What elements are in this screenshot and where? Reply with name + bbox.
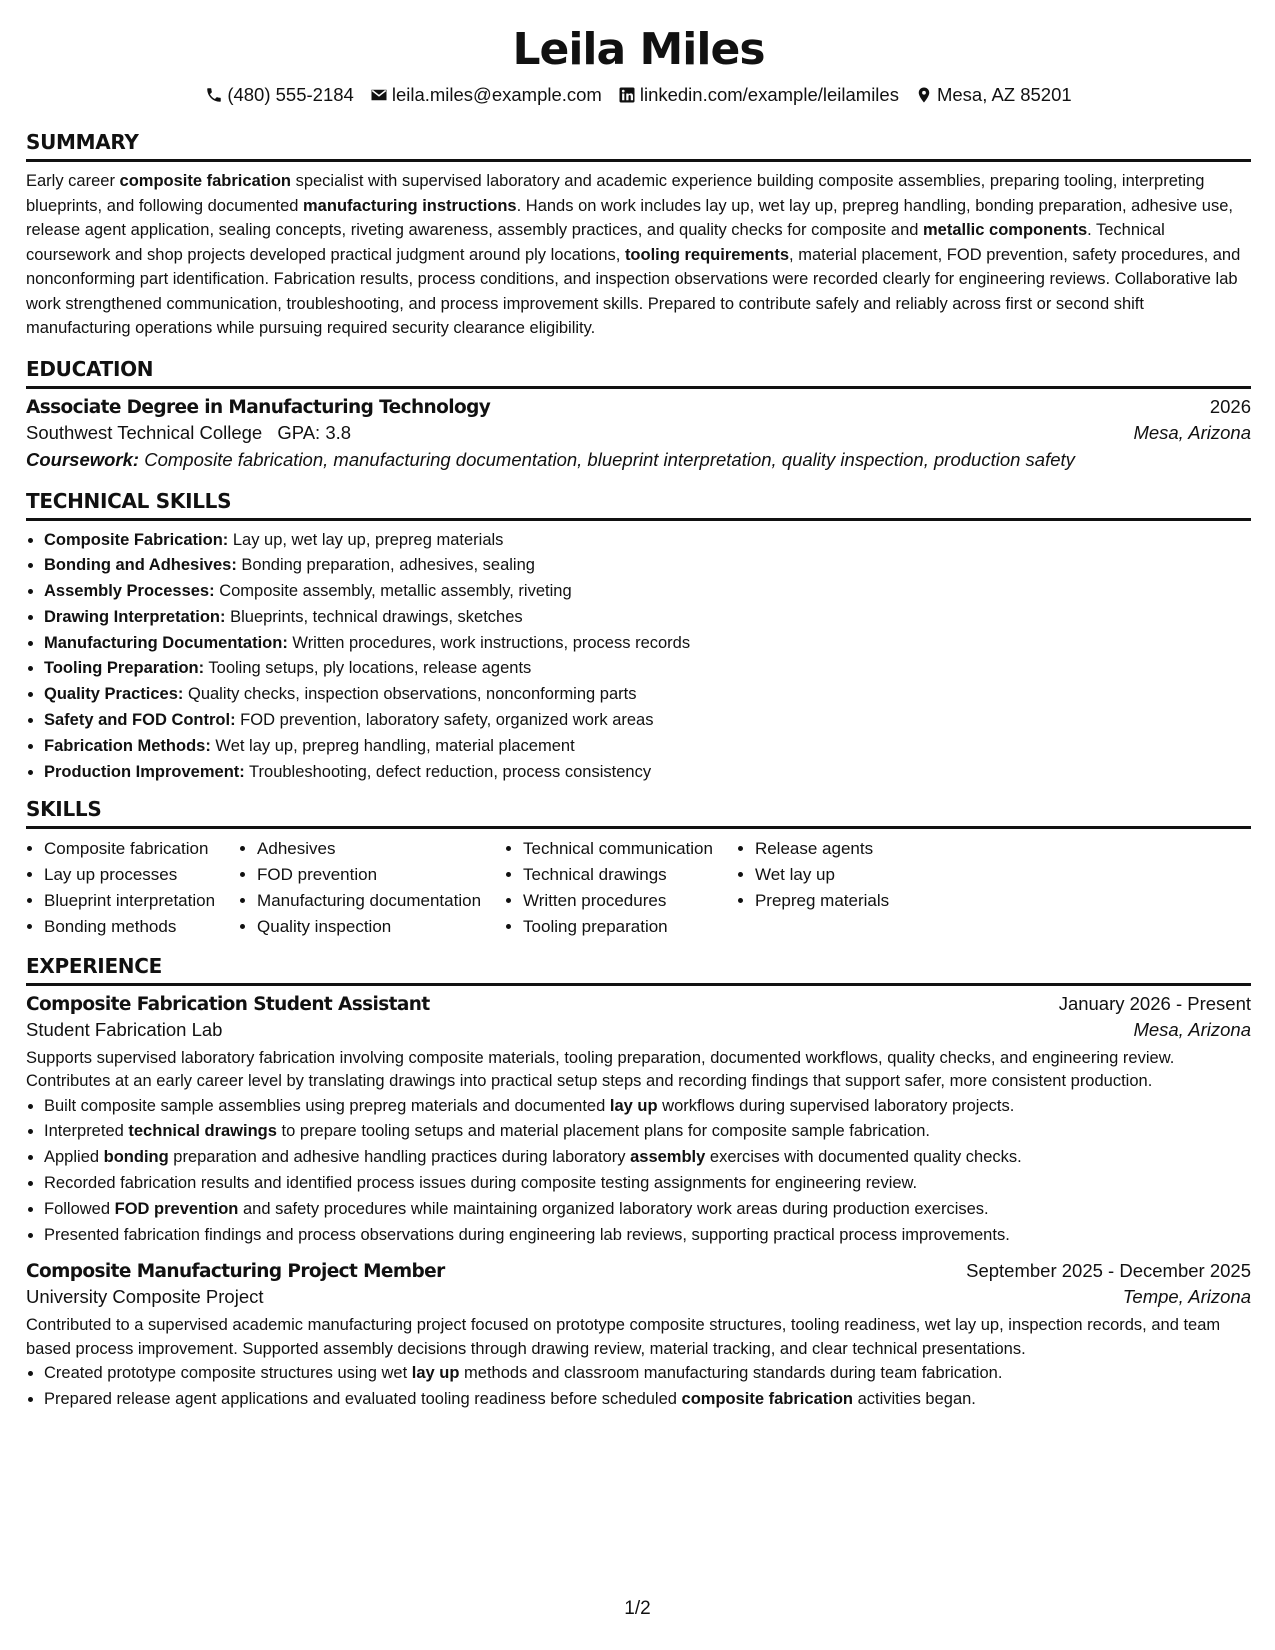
skill-category: Quality Practices: xyxy=(44,685,184,704)
skill-details: FOD prevention, laboratory safety, organized work areas xyxy=(235,711,654,730)
gpa: GPA: 3.8 xyxy=(277,421,352,443)
skill-item: • Composite fabrication xyxy=(44,836,215,862)
job-bullets xyxy=(26,1361,1251,1413)
section-title-technical-skills: TECHNICAL SKILLS xyxy=(26,489,1251,521)
text-run: Applied xyxy=(44,1148,104,1167)
coursework-list: Composite fabrication, manufacturing documentation, blueprint interpretation, quality inspection, production safety xyxy=(139,448,1075,470)
job-title: Composite Fabrication Student Assistant xyxy=(26,993,430,1015)
technical-skills-section xyxy=(26,489,1251,786)
skills-column xyxy=(239,836,481,939)
contact-location xyxy=(915,84,1072,106)
text-run: Presented fabrication findings and process observations during engineering lab reviews, supporting practical process improvements. xyxy=(44,1225,1010,1244)
text-run: Early career xyxy=(26,172,120,190)
degree-title: Associate Degree in Manufacturing Technology xyxy=(26,396,491,418)
coursework-label: Coursework: xyxy=(26,448,140,470)
skill-item: • Tooling preparation xyxy=(523,914,713,940)
skill-item: • Bonding methods xyxy=(44,914,215,940)
emphasis-text: composite fabrication xyxy=(119,172,291,190)
experience-section xyxy=(26,954,1251,1413)
job-location: Tempe, Arizona xyxy=(1122,1286,1251,1308)
school-location: Mesa, Arizona xyxy=(1133,421,1251,443)
job-bullets xyxy=(26,1094,1251,1249)
skill-item: • FOD prevention xyxy=(257,862,481,888)
school-name: Southwest Technical College xyxy=(26,421,263,443)
text-run: , material placement, FOD prevention, safety procedures, and nonconforming part identification. Fabrication results, process conditions, and inspection observations were recorded clearly for engineering reviews. Collaborative lab work strengthened communication, troubleshooting, and process improvement skills. Prepared to contribute safely and reliably across first or second shift manufacturing operations while pursuing required security clearance eligibility. xyxy=(26,245,1241,337)
skill-category: Fabrication Methods: xyxy=(44,736,211,755)
job-bullet xyxy=(44,1223,1251,1249)
text-run: . Hands on work includes lay up, wet lay up, prepreg handling, bonding preparation, adhesive use, release agent application, sealing concepts, riveting awareness, assembly practices, and quality checks for composite and xyxy=(26,196,1233,239)
email-text: leila.miles@example.com xyxy=(391,84,602,105)
technical-skill-item xyxy=(44,682,1251,708)
emphasis-text: lay up xyxy=(609,1096,658,1115)
summary-text xyxy=(26,169,1251,341)
emphasis-text: composite fabrication xyxy=(681,1390,853,1409)
skill-details: Composite assembly, metallic assembly, riveting xyxy=(214,582,572,601)
jobs-list xyxy=(26,993,1251,1413)
text-run: to prepare tooling setups and material placement plans for composite sample fabrication. xyxy=(276,1122,930,1141)
skill-details: Quality checks, inspection observations, nonconforming parts xyxy=(183,685,637,704)
skill-details: Bonding preparation, adhesives, sealing xyxy=(236,556,535,575)
emphasis-text: manufacturing instructions xyxy=(303,196,517,215)
text-run: and safety procedures while maintaining organized laboratory work areas during production exercises. xyxy=(238,1199,989,1218)
text-run: Recorded fabrication results and identified process issues during composite testing assignments for engineering review. xyxy=(44,1174,918,1193)
skill-item: • Technical communication xyxy=(523,836,713,862)
emphasis-text: FOD prevention xyxy=(114,1199,239,1218)
skill-item: • Quality inspection xyxy=(257,914,481,940)
resume-page xyxy=(26,0,1251,1413)
technical-skill-item xyxy=(44,579,1251,605)
contact-bar xyxy=(26,82,1251,108)
emphasis-text: metallic components xyxy=(923,221,1088,239)
job-bullet xyxy=(44,1197,1251,1223)
technical-skill-item xyxy=(44,605,1251,631)
education-section xyxy=(26,357,1251,471)
candidate-name: Leila Miles xyxy=(512,24,765,75)
text-run: preparation and adhesive handling practices during laboratory xyxy=(168,1148,631,1167)
emphasis-text: assembly xyxy=(630,1148,706,1167)
skill-item: • Lay up processes xyxy=(44,862,215,888)
technical-skill-item xyxy=(44,734,1251,760)
text-run: Created prototype composite structures using wet xyxy=(44,1364,412,1383)
location-text: Mesa, AZ 85201 xyxy=(936,84,1072,105)
emphasis-text: tooling requirements xyxy=(624,245,790,264)
skill-item: • Manufacturing documentation xyxy=(257,888,481,914)
skills-column xyxy=(737,836,889,939)
technical-skill-item xyxy=(44,760,1251,786)
job-entry xyxy=(26,993,1251,1249)
emphasis-text: technical drawings xyxy=(128,1122,277,1141)
skill-category: Safety and FOD Control: xyxy=(44,711,236,730)
skill-item: • Wet lay up xyxy=(755,862,889,888)
page-number: 1/2 xyxy=(624,1598,651,1619)
skill-details: Blueprints, technical drawings, sketches xyxy=(225,607,523,626)
phone-text: (480) 555-2184 xyxy=(227,84,354,105)
technical-skill-item xyxy=(44,708,1251,734)
skills-grid xyxy=(26,836,1251,939)
map-pin-icon xyxy=(915,86,933,104)
skill-details: Troubleshooting, defect reduction, process consistency xyxy=(244,762,652,781)
coursework xyxy=(26,449,1251,471)
skill-category: Manufacturing Documentation: xyxy=(44,633,288,652)
job-bullet xyxy=(44,1145,1251,1171)
text-run: Prepared release agent applications and evaluated tooling readiness before scheduled xyxy=(44,1390,682,1409)
skill-item: • Blueprint interpretation xyxy=(44,888,215,914)
contact-email[interactable] xyxy=(370,84,602,106)
text-run: . Technical coursework and shop projects developed practical judgment around ply locations, xyxy=(26,221,1165,264)
section-title-experience: EXPERIENCE xyxy=(26,954,1251,986)
skill-item: • Adhesives xyxy=(257,836,481,862)
skills-column xyxy=(26,836,215,939)
skill-details: Wet lay up, prepreg handling, material placement xyxy=(210,736,575,755)
envelope-icon xyxy=(370,86,388,104)
summary-section xyxy=(26,130,1251,341)
job-dates: September 2025 - December 2025 xyxy=(966,1260,1251,1282)
job-bullet xyxy=(44,1171,1251,1197)
skill-details: Written procedures, work instructions, process records xyxy=(287,633,691,652)
section-title-skills: SKILLS xyxy=(26,797,1251,829)
emphasis-text: bonding xyxy=(103,1148,169,1167)
linkedin-icon xyxy=(618,86,636,104)
job-organization: Student Fabrication Lab xyxy=(26,1018,223,1040)
skill-category: Production Improvement: xyxy=(44,762,245,781)
text-run: Built composite sample assemblies using prepreg materials and documented xyxy=(44,1096,610,1115)
technical-skills-list xyxy=(26,528,1251,786)
skills-section xyxy=(26,797,1251,939)
text-run: Interpreted xyxy=(44,1122,129,1141)
section-title-summary: SUMMARY xyxy=(26,130,1251,162)
emphasis-text: lay up xyxy=(411,1364,460,1383)
skill-item: • Prepreg materials xyxy=(755,888,889,914)
technical-skill-item xyxy=(44,553,1251,579)
skill-category: Composite Fabrication: xyxy=(44,530,229,549)
skill-item: • Release agents xyxy=(755,836,889,862)
job-title: Composite Manufacturing Project Member xyxy=(26,1261,445,1283)
skill-category: Drawing Interpretation: xyxy=(44,607,226,626)
technical-skill-item xyxy=(44,528,1251,554)
skills-column xyxy=(505,836,713,939)
text-run: exercises with documented quality checks. xyxy=(705,1148,1022,1167)
technical-skill-item xyxy=(44,631,1251,657)
job-description: Contributed to a supervised academic manufacturing project focused on prototype composite structures, tooling readiness, wet lay up, inspection records, and team based process improvement. Supported assembly decisions through drawing review, material tracking, and clear technical presentations. xyxy=(26,1316,1221,1358)
skill-category: Bonding and Adhesives: xyxy=(44,556,237,575)
contact-linkedin[interactable] xyxy=(618,84,899,106)
phone-icon xyxy=(205,86,223,104)
skill-details: Tooling setups, ply locations, release agents xyxy=(204,659,532,678)
job-location: Mesa, Arizona xyxy=(1133,1018,1251,1040)
contact-phone[interactable] xyxy=(205,84,354,106)
text-run: methods and classroom manufacturing standards during team fabrication. xyxy=(459,1364,1003,1383)
graduation-year: 2026 xyxy=(1209,395,1251,417)
job-bullet xyxy=(44,1094,1251,1120)
text-run: activities began. xyxy=(852,1390,976,1409)
job-description: Supports supervised laboratory fabrication involving composite materials, tooling preparation, documented workflows, quality checks, and engineering review. Contributes at an early career level by translating drawings into practical setup steps and recording findings that support safer, more consistent production. xyxy=(26,1048,1175,1091)
linkedin-text: linkedin.com/example/leilamiles xyxy=(639,84,899,105)
text-run: Followed xyxy=(44,1199,115,1218)
skill-category: Tooling Preparation: xyxy=(44,659,205,678)
skill-details: Lay up, wet lay up, prepreg materials xyxy=(228,530,504,549)
skill-item: • Written procedures xyxy=(523,888,713,914)
text-run: workflows during supervised laboratory projects. xyxy=(657,1096,1015,1115)
section-title-education: EDUCATION xyxy=(26,357,1251,389)
job-bullet xyxy=(44,1387,1251,1413)
job-bullet xyxy=(44,1361,1251,1387)
job-organization: University Composite Project xyxy=(26,1286,264,1308)
technical-skill-item xyxy=(44,656,1251,682)
text-run: specialist with supervised laboratory and academic experience building composite assemblies, preparing tooling, interpreting blueprints, and following documented xyxy=(26,172,1205,215)
skill-item: • Technical drawings xyxy=(523,862,713,888)
job-entry xyxy=(26,1260,1251,1413)
skill-category: Assembly Processes: xyxy=(44,582,215,601)
job-bullet xyxy=(44,1119,1251,1145)
job-dates: January 2026 - Present xyxy=(1058,992,1251,1014)
